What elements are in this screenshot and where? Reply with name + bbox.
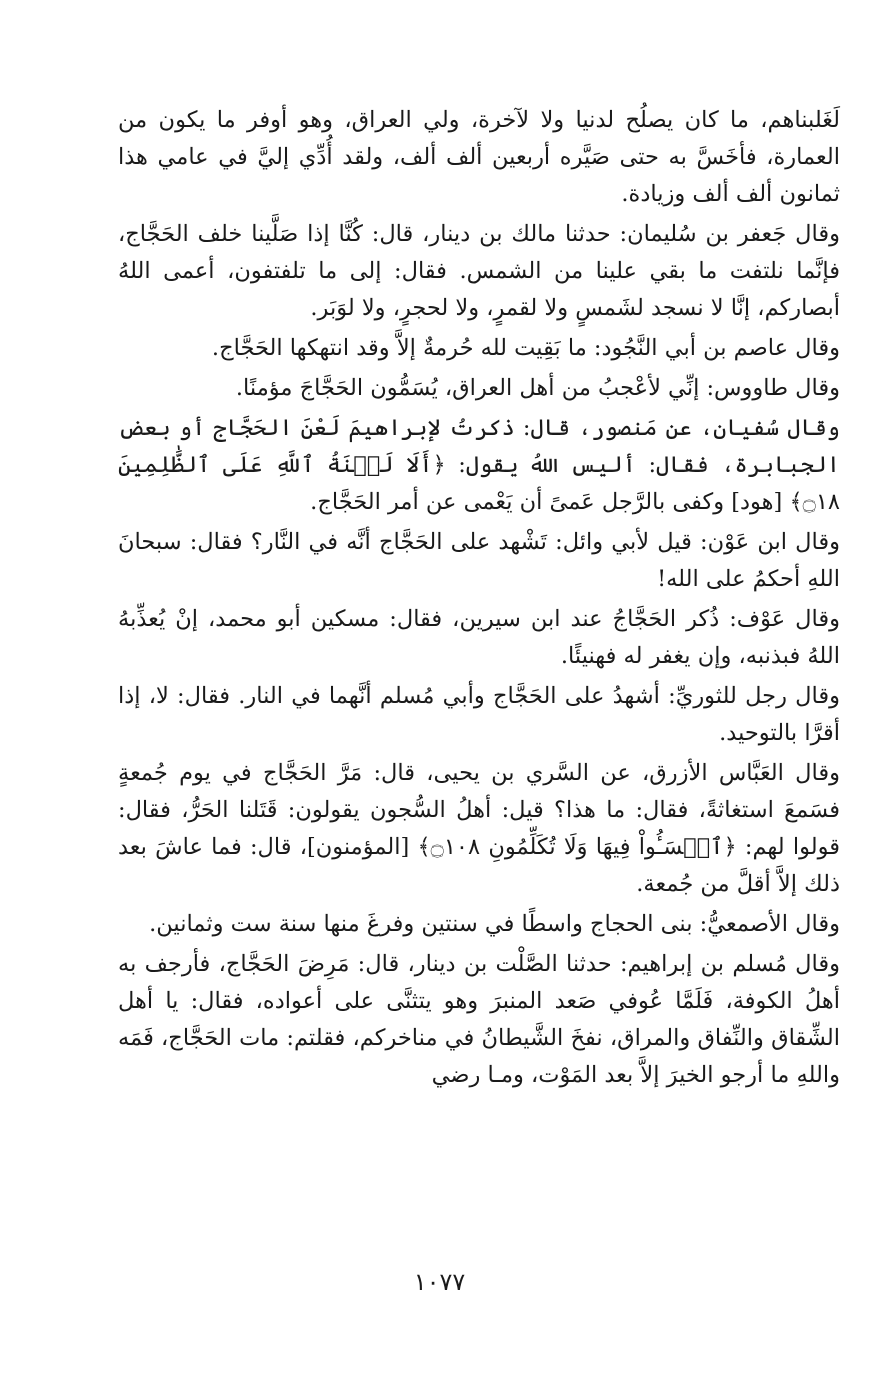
page-number: ١٠٧٧	[413, 1268, 466, 1296]
paragraph: وقال العَبَّاس الأزرق، عن السَّري بن يحيى، قال: مَرَّ الحَجَّاج في يوم جُمعةٍ فسَمعَ استغاثةً، فقال: ما هذا؟ قيل: أهلُ السُّجون يقولون: قَتَلنا الحَرُّ، فقال: قولوا لهم: ﴿ٱخۡسَـُٔواْ فِيهَا وَلَا تُكَلِّمُونِ ۝١٠٨﴾ [المؤمنون]، قال: فما عاشَ بعد ذلك إلاَّ أقلَّ من جُمعة.	[118, 760, 840, 897]
paragraph: وقال مُسلم بن إبراهيم: حدثنا الصَّلْت بن دينار، قال: مَرِضَ الحَجَّاج، فأرجف به أهلُ الكوفة، فَلَمَّا عُوفي صَعد المنبرَ وهو يتثنَّى على أعواده، فقال: يا أهل الشِّقاق والنِّفاق والمراق، نفخَ الشَّيطانُ في مناخركم، فقلتم: مات الحَجَّاج، فَمَه واللهِ ما أرجو الخيرَ إلاَّ بعد المَوْت، ومـا رضي	[118, 951, 840, 1088]
paragraph: وقال جَعفر بن سُليمان: حدثنا مالك بن دينار، قال: كُنَّا إذا صَلَّينا خلف الحَجَّاج، فإنَّما نلتفت ما بقي علينا من الشمس. فقال: إلى ما تلفتفون، أعمى اللهُ أبصاركم، إنَّا لا نسجد لشَمسٍ ولا لقمرٍ، ولا لحجرٍ، ولا لوَبَر.	[118, 221, 840, 321]
paragraph: وقال ابن عَوْن: قيل لأبي وائل: تَشْهد على الحَجَّاج أنَّه في النَّار؟ فقال: سبحانَ اللهِ أحكمُ على الله!	[118, 529, 840, 592]
page-body	[118, 102, 840, 1242]
paragraph: وقال سُفيان، عن مَنصور، قال: ذكرتُ لإبراهيمَ لَعْنَ الحَجَّاج أو بعض الجبابرة، فقال: أليس اللهُ يقول: ﴿أَلَا لَعۡنَةُ ٱللَّهِ عَلَى ٱلظَّٰلِمِينَ ۝١٨﴾ [هود] وكفى بالرَّجل عَمىً أن يَعْمى عن أمر الحَجَّاج.	[118, 415, 840, 515]
paragraph: وقال عاصم بن أبي النَّجُود: ما بَقِيت لله حُرمةٌ إلاَّ وقد انتهكها الحَجَّاج.	[211, 335, 840, 361]
paragraph: وقال رجل للثوريِّ: أشهدُ على الحَجَّاج وأبي مُسلم أنَّهما في النار. فقال: لا، إذا أقرَّا بالتوحيد.	[118, 683, 840, 746]
paragraph: وقال طاووس: إنِّي لأعْجبُ من أهل العراق، يُسَمُّون الحَجَّاجَ مؤمنًا.	[235, 375, 840, 401]
paragraph: وقال الأصمعيُّ: بنى الحجاج واسطًا في سنتين وفرغَ منها سنة ست وثمانين.	[149, 911, 840, 937]
paragraph: لَغَلبناهم، ما كان يصلُح لدنيا ولا لآخرة، ولي العراق، وهو أوفر ما يكون من العمارة، فأخَسَّ به حتى صَيَّره أربعين ألف ألف، ولقد أُدِّي إليَّ في عامي هذا ثمانون ألف ألف وزيادة.	[118, 107, 840, 207]
paragraph: وقال عَوْف: ذُكر الحَجَّاجُ عند ابن سيرين، فقال: مسكين أبو محمد، إنْ يُعذِّبهُ اللهُ فبذنبه، وإن يغفر له فهنيئًا.	[118, 606, 840, 669]
